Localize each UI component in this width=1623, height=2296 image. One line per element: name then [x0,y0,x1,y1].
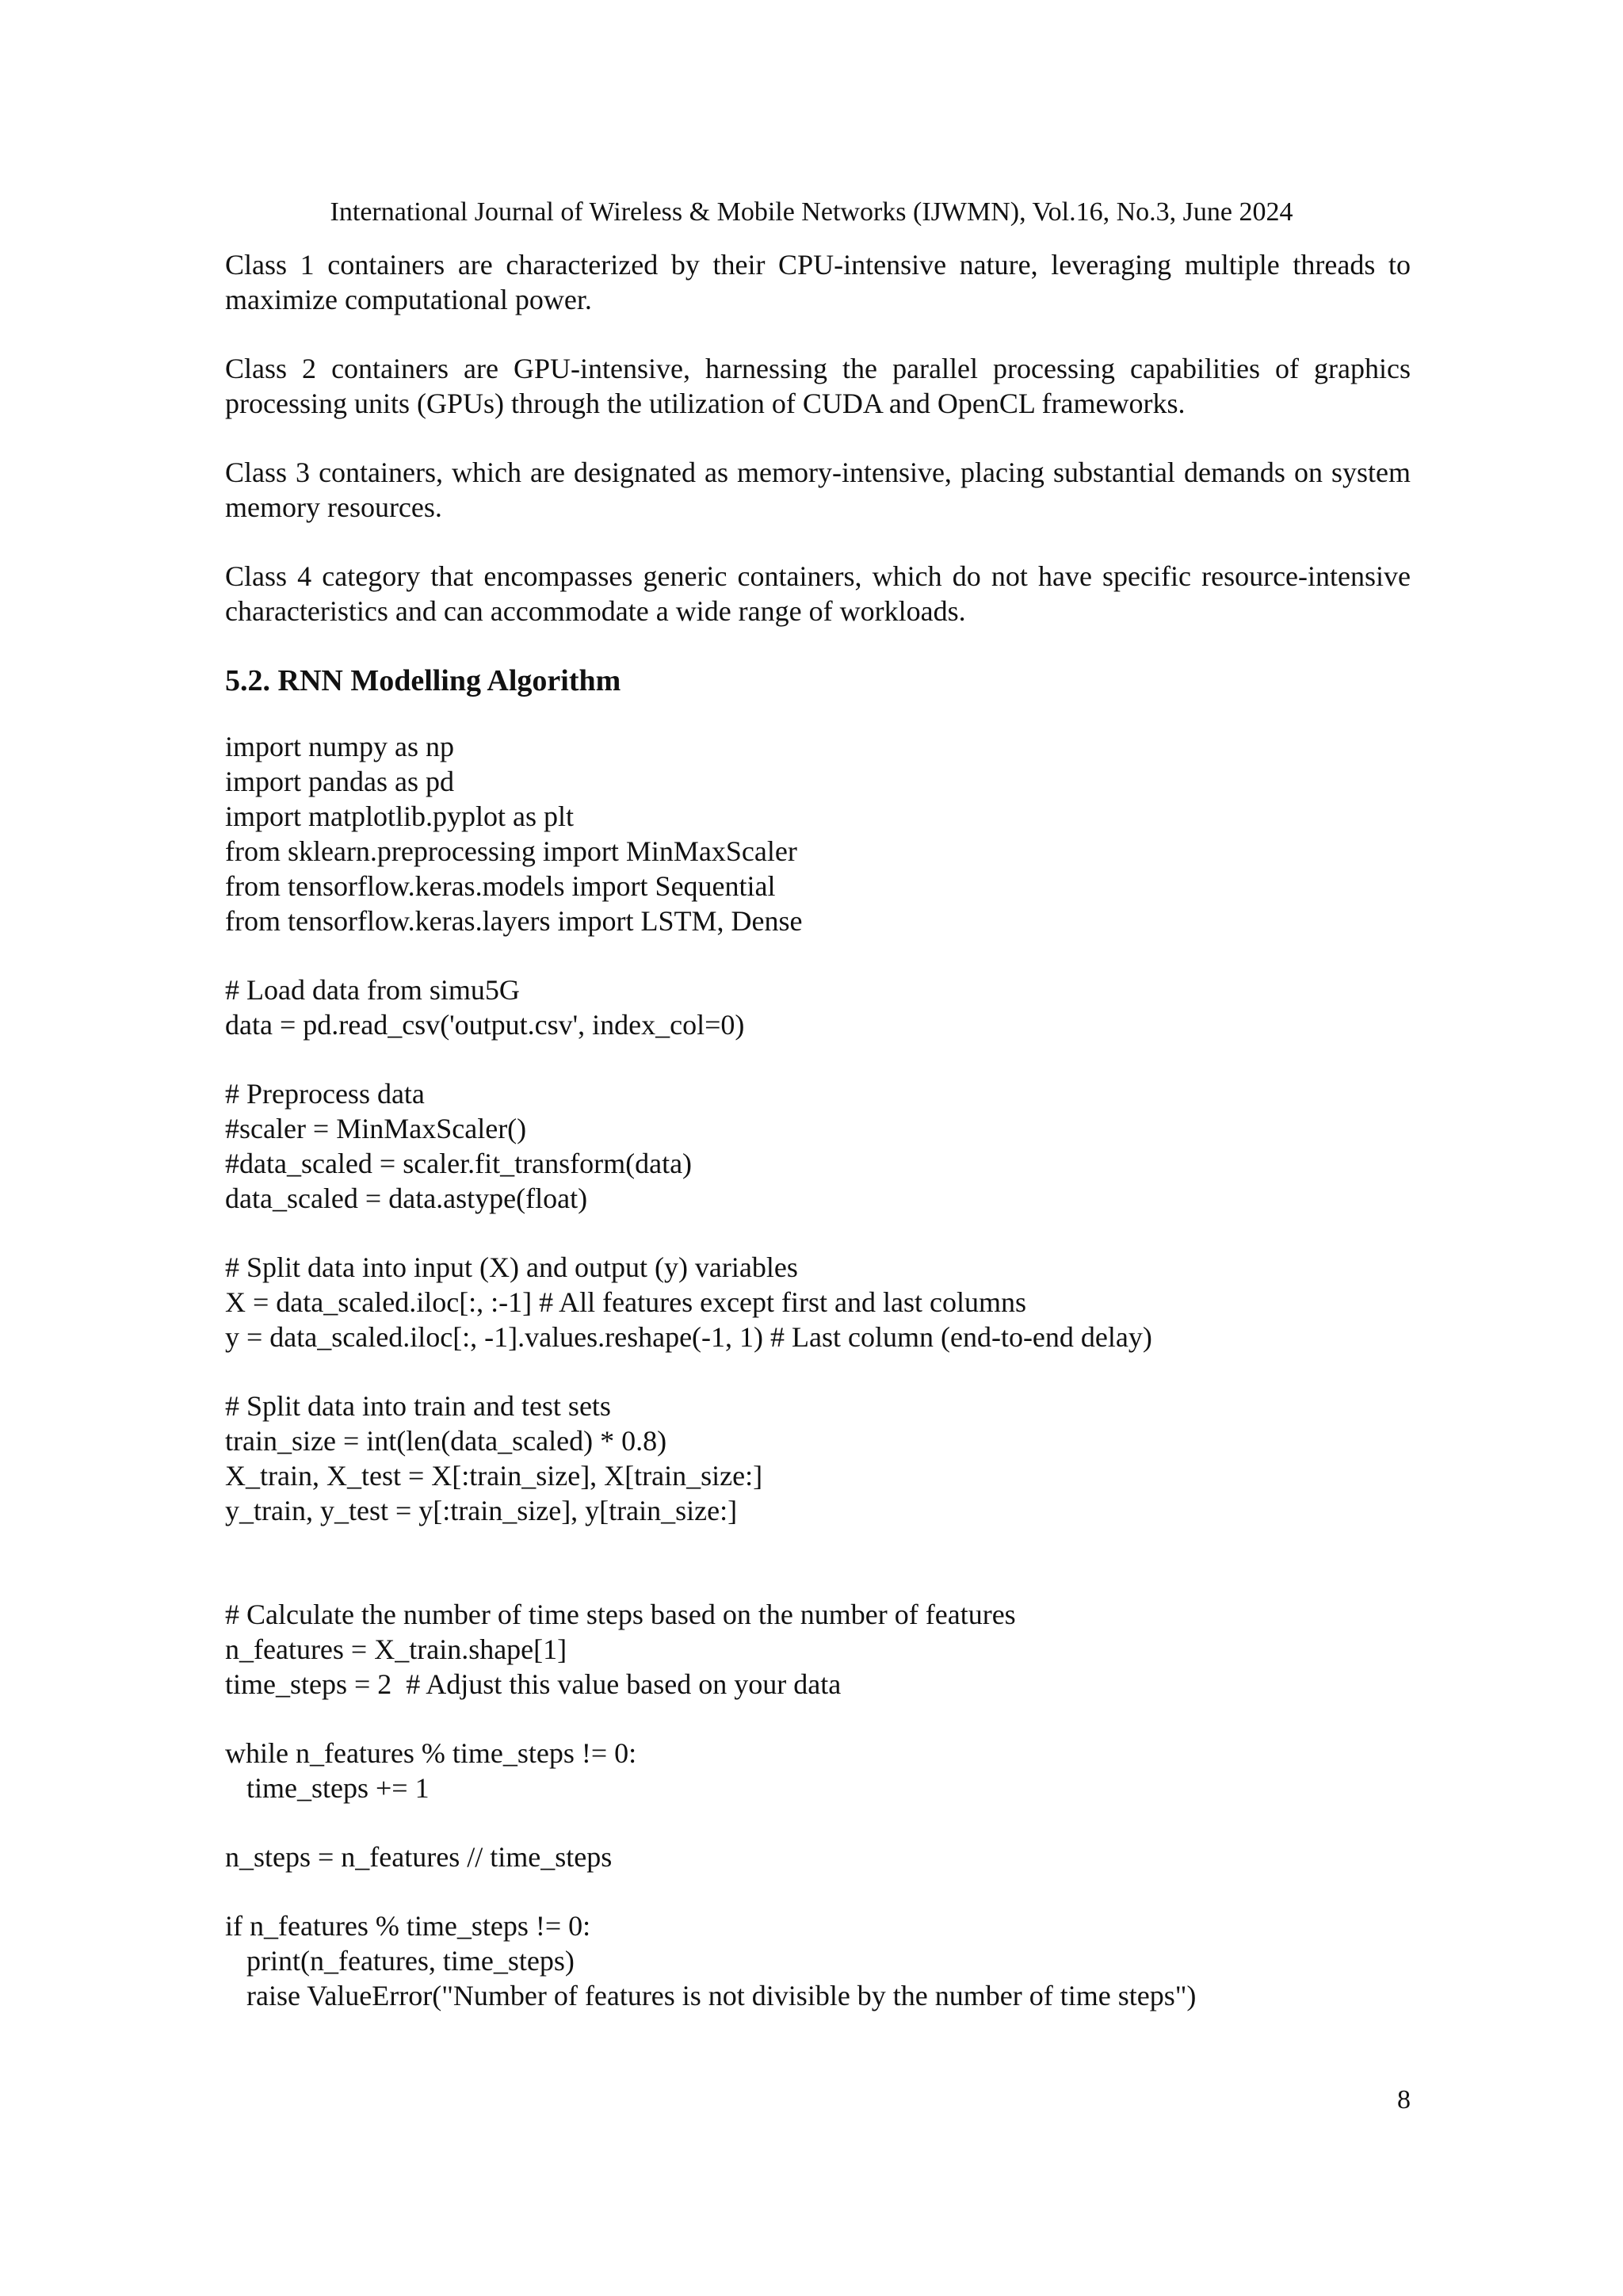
code-split-xy [225,1250,1411,1354]
journal-header: International Journal of Wireless & Mobile Networks (IJWMN), Vol.16, No.3, June 2024 [330,197,1293,227]
code-line: print(n_features, time_steps) [225,1945,575,1977]
code-line: n_features = X_train.shape[1] [225,1633,567,1665]
code-line: from sklearn.preprocessing import MinMaxScaler [225,835,797,867]
code-line: import numpy as np [225,731,454,762]
code-line: X_train, X_test = X[:train_size], X[train_size:] [225,1460,763,1492]
code-imports [225,729,1411,938]
paragraph-class-2: Class 2 containers are GPU-intensive, harnessing the parallel processing capabilities of graphics processing units (GPUs) through the utilization of CUDA and OpenCL frameworks. [225,353,1411,419]
paragraph-class-4: Class 4 category that encompasses generic containers, which do not have specific resource-intensive characteristics and can accommodate a wide range of workloads. [225,560,1411,627]
code-line: # Split data into train and test sets [225,1390,611,1422]
code-line: #scaler = MinMaxScaler() [225,1113,527,1144]
code-time-steps [225,1597,1411,1702]
code-line: data_scaled = data.astype(float) [225,1182,588,1214]
code-line: data = pd.read_csv('output.csv', index_col=0) [225,1009,745,1041]
code-line: y = data_scaled.iloc[:, -1].values.reshape(-1, 1) # Last column (end-to-end delay) [225,1321,1152,1353]
code-line: if n_features % time_steps != 0: [225,1910,591,1942]
code-line: import pandas as pd [225,766,454,797]
paragraph-class-3: Class 3 containers, which are designated as memory-intensive, placing substantial demands on system memory resources. [225,457,1411,523]
code-line: time_steps = 2 # Adjust this value based on your data [225,1668,842,1700]
code-load-data [225,972,1411,1042]
code-preprocess [225,1076,1411,1216]
code-line: while n_features % time_steps != 0: [225,1737,637,1769]
code-line: # Split data into input (X) and output (y) variables [225,1251,798,1283]
code-line: # Preprocess data [225,1078,425,1110]
code-line: n_steps = n_features // time_steps [225,1841,613,1873]
code-line: time_steps += 1 [225,1772,430,1804]
code-line: y_train, y_test = y[:train_size], y[train_size:] [225,1495,738,1526]
code-split-train-test [225,1389,1411,1528]
code-line: train_size = int(len(data_scaled) * 0.8) [225,1425,667,1457]
code-line: raise ValueError("Number of features is not divisible by the number of time steps") [225,1980,1197,2011]
page-number: 8 [1397,2085,1411,2115]
code-line: # Load data from simu5G [225,974,520,1006]
code-if-check [225,1908,1411,2013]
code-line: # Calculate the number of time steps based on the number of features [225,1599,1016,1630]
code-line: from tensorflow.keras.models import Sequential [225,870,776,902]
paragraph-class-1: Class 1 containers are characterized by their CPU-intensive nature, leveraging multiple threads to maximize computational power. [225,249,1411,315]
code-line: import matplotlib.pyplot as plt [225,800,574,832]
code-while-loop [225,1736,1411,1805]
section-heading: 5.2. RNN Modelling Algorithm [225,664,621,697]
page-content [225,247,1411,2047]
code-n-steps [225,1839,1411,1874]
code-line: from tensorflow.keras.layers import LSTM, Dense [225,905,803,937]
code-line: X = data_scaled.iloc[:, :-1] # All features except first and last columns [225,1286,1026,1318]
code-line: #data_scaled = scaler.fit_transform(data) [225,1148,693,1179]
